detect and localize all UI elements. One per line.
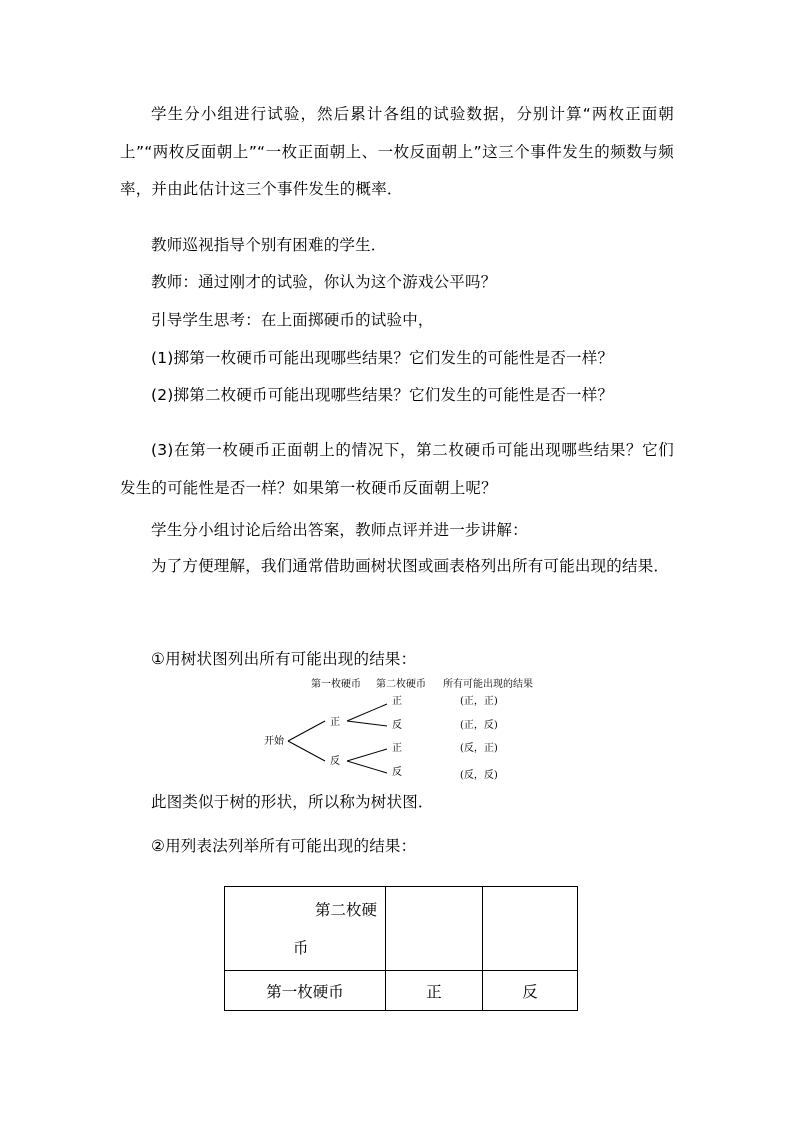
- paragraph-experiment: 学生分小组进行试验，然后累计各组的试验数据，分别计算“两枚正面朝上”“两枚反面朝上”“一枚正面朝上、一枚反面朝上”这三个事件发生的频数与频率，并由此估计这三个事件发生的概率．: [120, 105, 674, 198]
- outcome-table: [224, 886, 578, 1011]
- table-row-label: 第一枚硬币: [225, 971, 386, 1011]
- table-corner-line2: 币: [293, 938, 309, 957]
- tree-result-3: (反，正): [460, 743, 498, 754]
- tree-result-1: (正，正): [460, 696, 498, 707]
- table-cell-heads: 正: [386, 971, 483, 1011]
- tree-header-first-coin: 第一枚硬币: [311, 679, 361, 690]
- table-cell-tails: 反: [483, 971, 578, 1011]
- tree-branches: [255, 675, 575, 790]
- tree-result-2: (正，反): [460, 720, 498, 731]
- table-row: [225, 971, 578, 1011]
- question-2: (2)掷第二枚硬币可能出现哪些结果？它们发生的可能性是否一样？: [151, 386, 614, 404]
- tree-caption: 此图类似于树的形状，所以称为树状图．: [151, 793, 434, 811]
- tree-node-second-heads-2: 正: [392, 743, 402, 754]
- table-header-cell-2: [483, 887, 578, 971]
- paragraph-teacher-patrol: 教师巡视指导个别有困难的学生．: [151, 236, 387, 254]
- tree-node-second-heads-1: 正: [392, 696, 402, 707]
- table-header-cell-1: [386, 887, 483, 971]
- paragraph-guide: 引导学生思考：在上面掷硬币的试验中，: [151, 311, 434, 329]
- question-3: (3)在第一枚硬币正面朝上的情况下，第二枚硬币可能出现哪些结果？它们发生的可能性是否一样？如果第一枚硬币反面朝上呢？: [120, 441, 674, 497]
- tree-diagram: [255, 675, 575, 790]
- question-1: (1)掷第一枚硬币可能出现哪些结果？它们发生的可能性是否一样？: [151, 349, 614, 367]
- table-header-row: [225, 887, 578, 971]
- tree-header-results: 所有可能出现的结果: [443, 679, 533, 690]
- paragraph-discussion: 学生分小组讨论后给出答案，教师点评并进一步讲解：: [151, 521, 528, 539]
- tree-header-second-coin: 第二枚硬币: [376, 679, 426, 690]
- tree-node-first-tails: 反: [330, 756, 340, 767]
- paragraph-explanation: 为了方便理解，我们通常借助画树状图或画表格列出所有可能出现的结果．: [151, 557, 670, 575]
- table-corner-line1: 第二枚硬: [314, 900, 377, 919]
- tree-method-heading: ①用树状图列出所有可能出现的结果：: [151, 650, 417, 668]
- paragraph-teacher-question: 教师：通过刚才的试验，你认为这个游戏公平吗？: [151, 273, 497, 291]
- tree-node-second-tails-2: 反: [392, 767, 402, 778]
- tree-node-second-tails-1: 反: [392, 720, 402, 731]
- tree-result-4: (反，反): [460, 770, 498, 781]
- table-corner-cell: [225, 887, 386, 971]
- tree-root: 开始: [264, 736, 284, 747]
- table-method-heading: ②用列表法列举所有可能出现的结果：: [151, 837, 417, 855]
- tree-node-first-heads: 正: [330, 717, 340, 728]
